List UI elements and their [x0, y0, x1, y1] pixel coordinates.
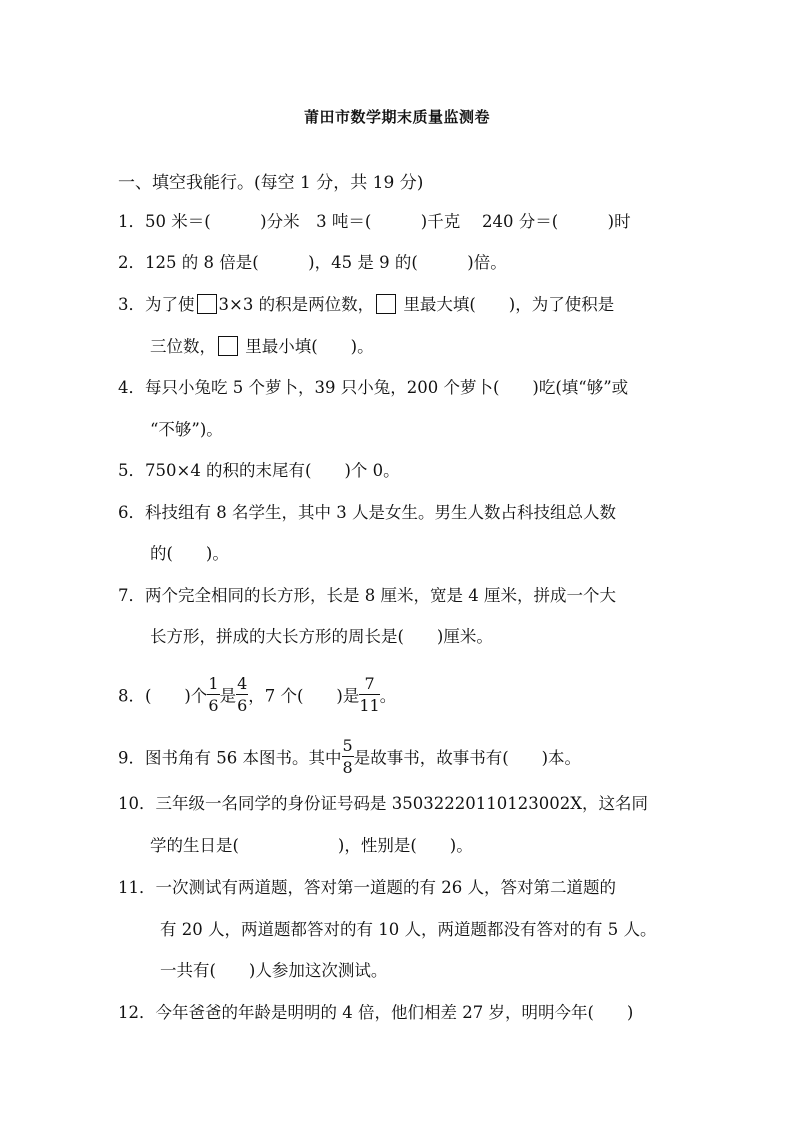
question-11: [118, 876, 676, 900]
fraction: [359, 676, 379, 714]
question-text: 科技组有 8 名学生，其中 3 人是女生。男生人数占科技组总人数: [145, 503, 616, 522]
question-number: 7．: [118, 586, 145, 605]
blank-box: [197, 294, 217, 314]
fraction: [236, 676, 248, 714]
question-11-line-2: 有 20 人，两道题都答对的有 10 人，两道题都没有答对的有 5 人。: [160, 920, 657, 939]
blank-box: [376, 294, 396, 314]
question-number: 2．: [118, 253, 145, 272]
question-10: [118, 792, 676, 816]
question-text: 两个完全相同的长方形，长是 8 厘米，宽是 4 厘米，拼成一个大: [145, 586, 616, 605]
question-2: [118, 251, 676, 275]
question-text: 50 米＝( )分米 3 吨＝( )千克 240 分＝( )时: [145, 212, 631, 231]
question-6-line-2: 的( )。: [150, 544, 229, 563]
page-title: 莆田市数学期末质量监测卷: [303, 108, 490, 126]
question-number: 10．: [118, 794, 156, 813]
question-number: 1．: [118, 212, 145, 231]
question-text: ，7 个( )是: [248, 686, 360, 706]
question-number: 11．: [118, 878, 156, 897]
denominator: 11: [359, 696, 380, 715]
question-text: 今年爸爸的年龄是明明的 4 倍，他们相差 27 岁，明明今年( ): [155, 1003, 634, 1022]
blank-box: [218, 336, 238, 356]
numerator: 5: [342, 736, 353, 755]
question-text: 。: [379, 686, 397, 706]
numerator: 1: [208, 674, 219, 693]
question-number: 4．: [118, 378, 145, 397]
question-5: [118, 459, 676, 483]
question-number: 12．: [118, 1003, 156, 1022]
question-3-line-2: [150, 335, 676, 359]
question-text: 里最小填( )。: [240, 337, 374, 356]
question-text: 三年级一名同学的身份证号码是 35032220110123002X，这名同: [155, 794, 648, 813]
fraction: [207, 676, 219, 714]
question-text: 每只小兔吃 5 个萝卜，39 只小兔，200 个萝卜( )吃(填“够”或: [145, 378, 629, 397]
question-number: 5．: [118, 461, 145, 480]
question-number: 8．: [118, 686, 145, 706]
question-1: [118, 210, 676, 234]
question-8: [118, 674, 676, 716]
denominator: 6: [208, 696, 219, 715]
question-text: 图书角有 56 本图书。其中: [145, 748, 342, 768]
question-9: [118, 736, 676, 778]
question-4: [118, 376, 676, 400]
numerator: 7: [359, 676, 379, 695]
question-text: 是: [219, 686, 237, 706]
question-text: ( )个: [145, 686, 208, 706]
question-text: 三位数，: [150, 337, 216, 356]
question-6: [118, 501, 676, 525]
section-heading: 一、填空我能行。(每空 1 分，共 19 分): [118, 173, 424, 193]
fraction: [342, 738, 354, 776]
question-3: [118, 293, 676, 317]
question-text: 750×4 的积的末尾有( )个 0。: [145, 461, 400, 480]
question-number: 3．: [118, 295, 145, 314]
question-10-line-2: 学的生日是( )，性别是( )。: [150, 836, 473, 855]
question-7: [118, 584, 676, 608]
question-text: 一次测试有两道题，答对第一道题的有 26 人，答对第二道题的: [155, 878, 616, 897]
denominator: 8: [342, 758, 353, 777]
question-number: 6．: [118, 503, 145, 522]
question-text: 为了使: [145, 295, 195, 314]
question-text: 125 的 8 倍是( )，45 是 9 的( )倍。: [145, 253, 507, 272]
question-7-line-2: 长方形，拼成的大长方形的周长是( )厘米。: [150, 627, 493, 646]
question-number: 9．: [118, 748, 145, 768]
question-text: 里最大填( )，为了使积是: [398, 295, 615, 314]
denominator: 6: [237, 696, 248, 715]
question-4-line-2: “不够”)。: [150, 420, 223, 439]
question-12: [118, 1001, 676, 1025]
question-text: 是故事书，故事书有( )本。: [353, 748, 582, 768]
numerator: 4: [237, 674, 248, 693]
question-text: 3×3 的积是两位数，: [218, 295, 375, 314]
question-11-line-3: 一共有( )人参加这次测试。: [160, 961, 388, 980]
